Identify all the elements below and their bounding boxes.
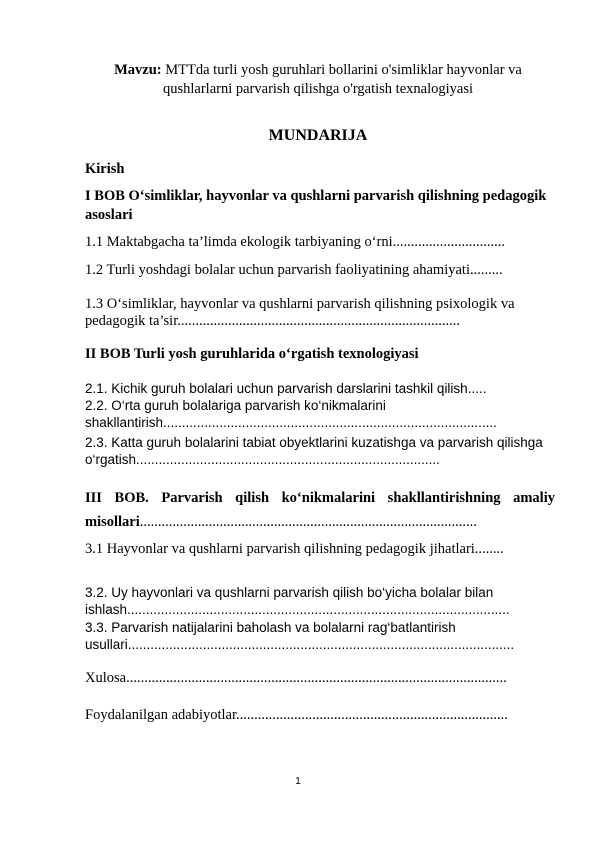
toc-references: Foydalanilgan adabiyotlar...........................................................................	[85, 707, 508, 723]
toc-chapter-3-leader: .............................................................................................	[139, 514, 477, 530]
toc-chapter-3-title: III BOB. Parvarish qilish ko‘nikmalarini shakllantirishning amaliy misollari	[85, 490, 555, 530]
toc-section-2-2: 2.2. O‘rta guruh bolalariga parvarish ko‘nikmalarini shakllantirish.........................................................................................	[85, 398, 497, 430]
toc-section-3-3: 3.3. Parvarish natijalarini baholash va bolalarni rag‘batlantirish usullari.......................................................................................................	[85, 620, 515, 652]
toc-chapter-3	[85, 486, 555, 534]
toc-chapter-2: II BOB Turli yosh guruhlarida o‘rgatish texnologiyasi	[85, 346, 419, 362]
toc-section-3-1: 3.1 Hayvonlar va qushlarni parvarish qilishning pedagogik jihatlari........	[85, 541, 504, 557]
toc-section-2-1: 2.1. Kichik guruh bolalari uchun parvarish darslarini tashkil qilish.....	[85, 381, 487, 396]
topic-title	[80, 61, 556, 99]
toc-section-1-2: 1.2 Turli yoshdagi bolalar uchun parvarish faoliyatining ahamiyati.........	[85, 262, 503, 278]
page-number: 1	[295, 776, 301, 787]
toc-chapter-1: I BOB O‘simliklar, hayvonlar va qushlarni parvarish qilishning pedagogik asoslari	[85, 188, 547, 223]
topic-label: Mavzu:	[114, 62, 162, 78]
toc-section-1-3: 1.3 O‘simliklar, hayvonlar va qushlarni parvarish qilishning psixologik va pedagogik ta’sir..............................................................................	[85, 296, 515, 329]
toc-intro: Kirish	[85, 161, 125, 177]
topic-text: MTTda turli yosh guruhlari bollarini o'simliklar hayvonlar va qushlarlarni parvarish qilishga o'rgatish texnalogiyasi	[161, 62, 522, 97]
toc-section-3-2: 3.2. Uy hayvonlari va qushlarni parvarish qilish bo‘yicha bolalar bilan ishlash......................................................................................................	[85, 585, 510, 617]
toc-section-2-3: 2.3. Katta guruh bolalarini tabiat obyektlarini kuzatishga va parvarish qilishga o‘rgatish.................................................................................	[85, 435, 543, 467]
toc-conclusion: Xulosa.........................................................................................................	[85, 670, 507, 686]
toc-section-1-1: 1.1 Maktabgacha ta’limda ekologik tarbiyaning o‘rni...............................	[85, 234, 506, 250]
contents-heading: MUNDARIJA	[268, 127, 368, 144]
